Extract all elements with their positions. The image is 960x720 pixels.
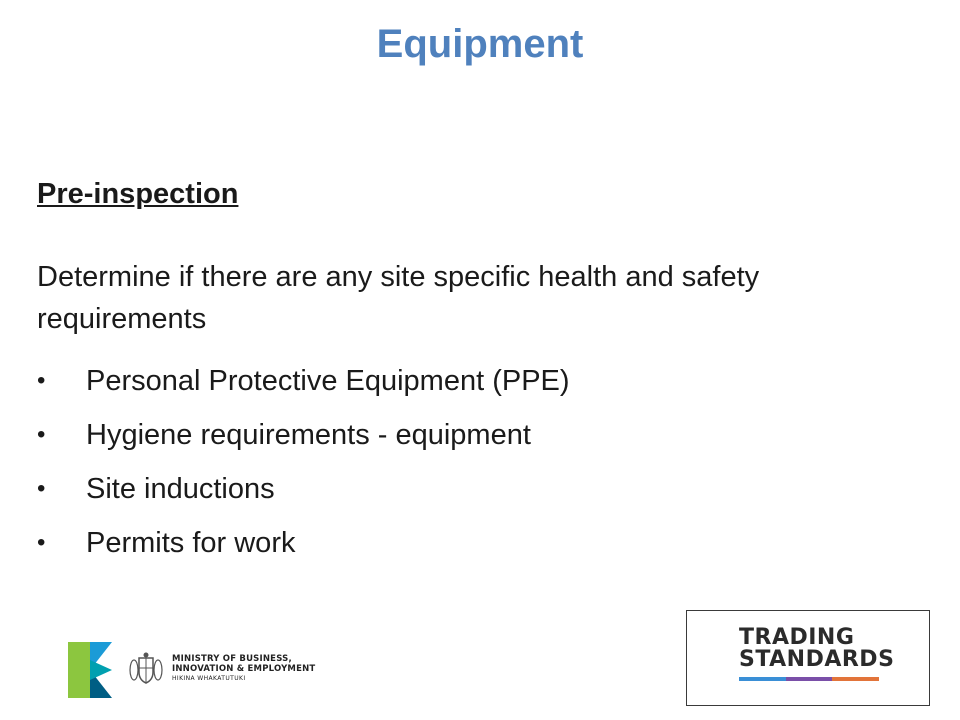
footer — [0, 600, 960, 720]
trading-standards-wordmark — [739, 627, 894, 671]
bullet-text: Personal Protective Equipment (PPE) — [86, 365, 570, 397]
mbie-line-1: MINISTRY OF BUSINESS, — [172, 654, 292, 664]
stripe-segment — [739, 677, 786, 681]
bullet-text: Permits for work — [86, 527, 296, 559]
slide-title: Equipment — [376, 22, 584, 66]
slide-body — [37, 170, 917, 570]
bullet-icon: • — [37, 475, 46, 502]
trading-standards-line-2: STANDARDS — [739, 647, 895, 672]
bullet-item-ppe — [37, 354, 917, 408]
bullet-text: Site inductions — [86, 473, 275, 505]
mbie-line-2: INNOVATION & EMPLOYMENT — [172, 664, 316, 674]
subheading: Pre-inspection — [37, 178, 239, 210]
trading-standards-stripe — [739, 677, 879, 681]
trading-standards-logo — [686, 610, 930, 706]
mbie-line-3: HIKINA WHAKATUTUKI — [172, 675, 246, 682]
bullet-icon: • — [37, 367, 46, 394]
bullet-item-inductions — [37, 462, 917, 516]
bullet-item-hygiene — [37, 408, 917, 462]
mbie-logo-icon — [68, 642, 116, 698]
stripe-segment — [786, 677, 833, 681]
intro-text: Determine if there are any site specific health and safety requirements — [37, 261, 760, 335]
mbie-wordmark — [172, 654, 352, 684]
bullet-text: Hygiene requirements - equipment — [86, 419, 531, 451]
coat-of-arms-icon — [128, 652, 164, 688]
bullet-icon: • — [37, 421, 46, 448]
stripe-segment — [832, 677, 879, 681]
trading-standards-line-1: TRADING — [739, 625, 855, 650]
bullet-item-permits — [37, 516, 917, 570]
bullet-list — [37, 354, 917, 570]
bullet-icon: • — [37, 529, 46, 556]
